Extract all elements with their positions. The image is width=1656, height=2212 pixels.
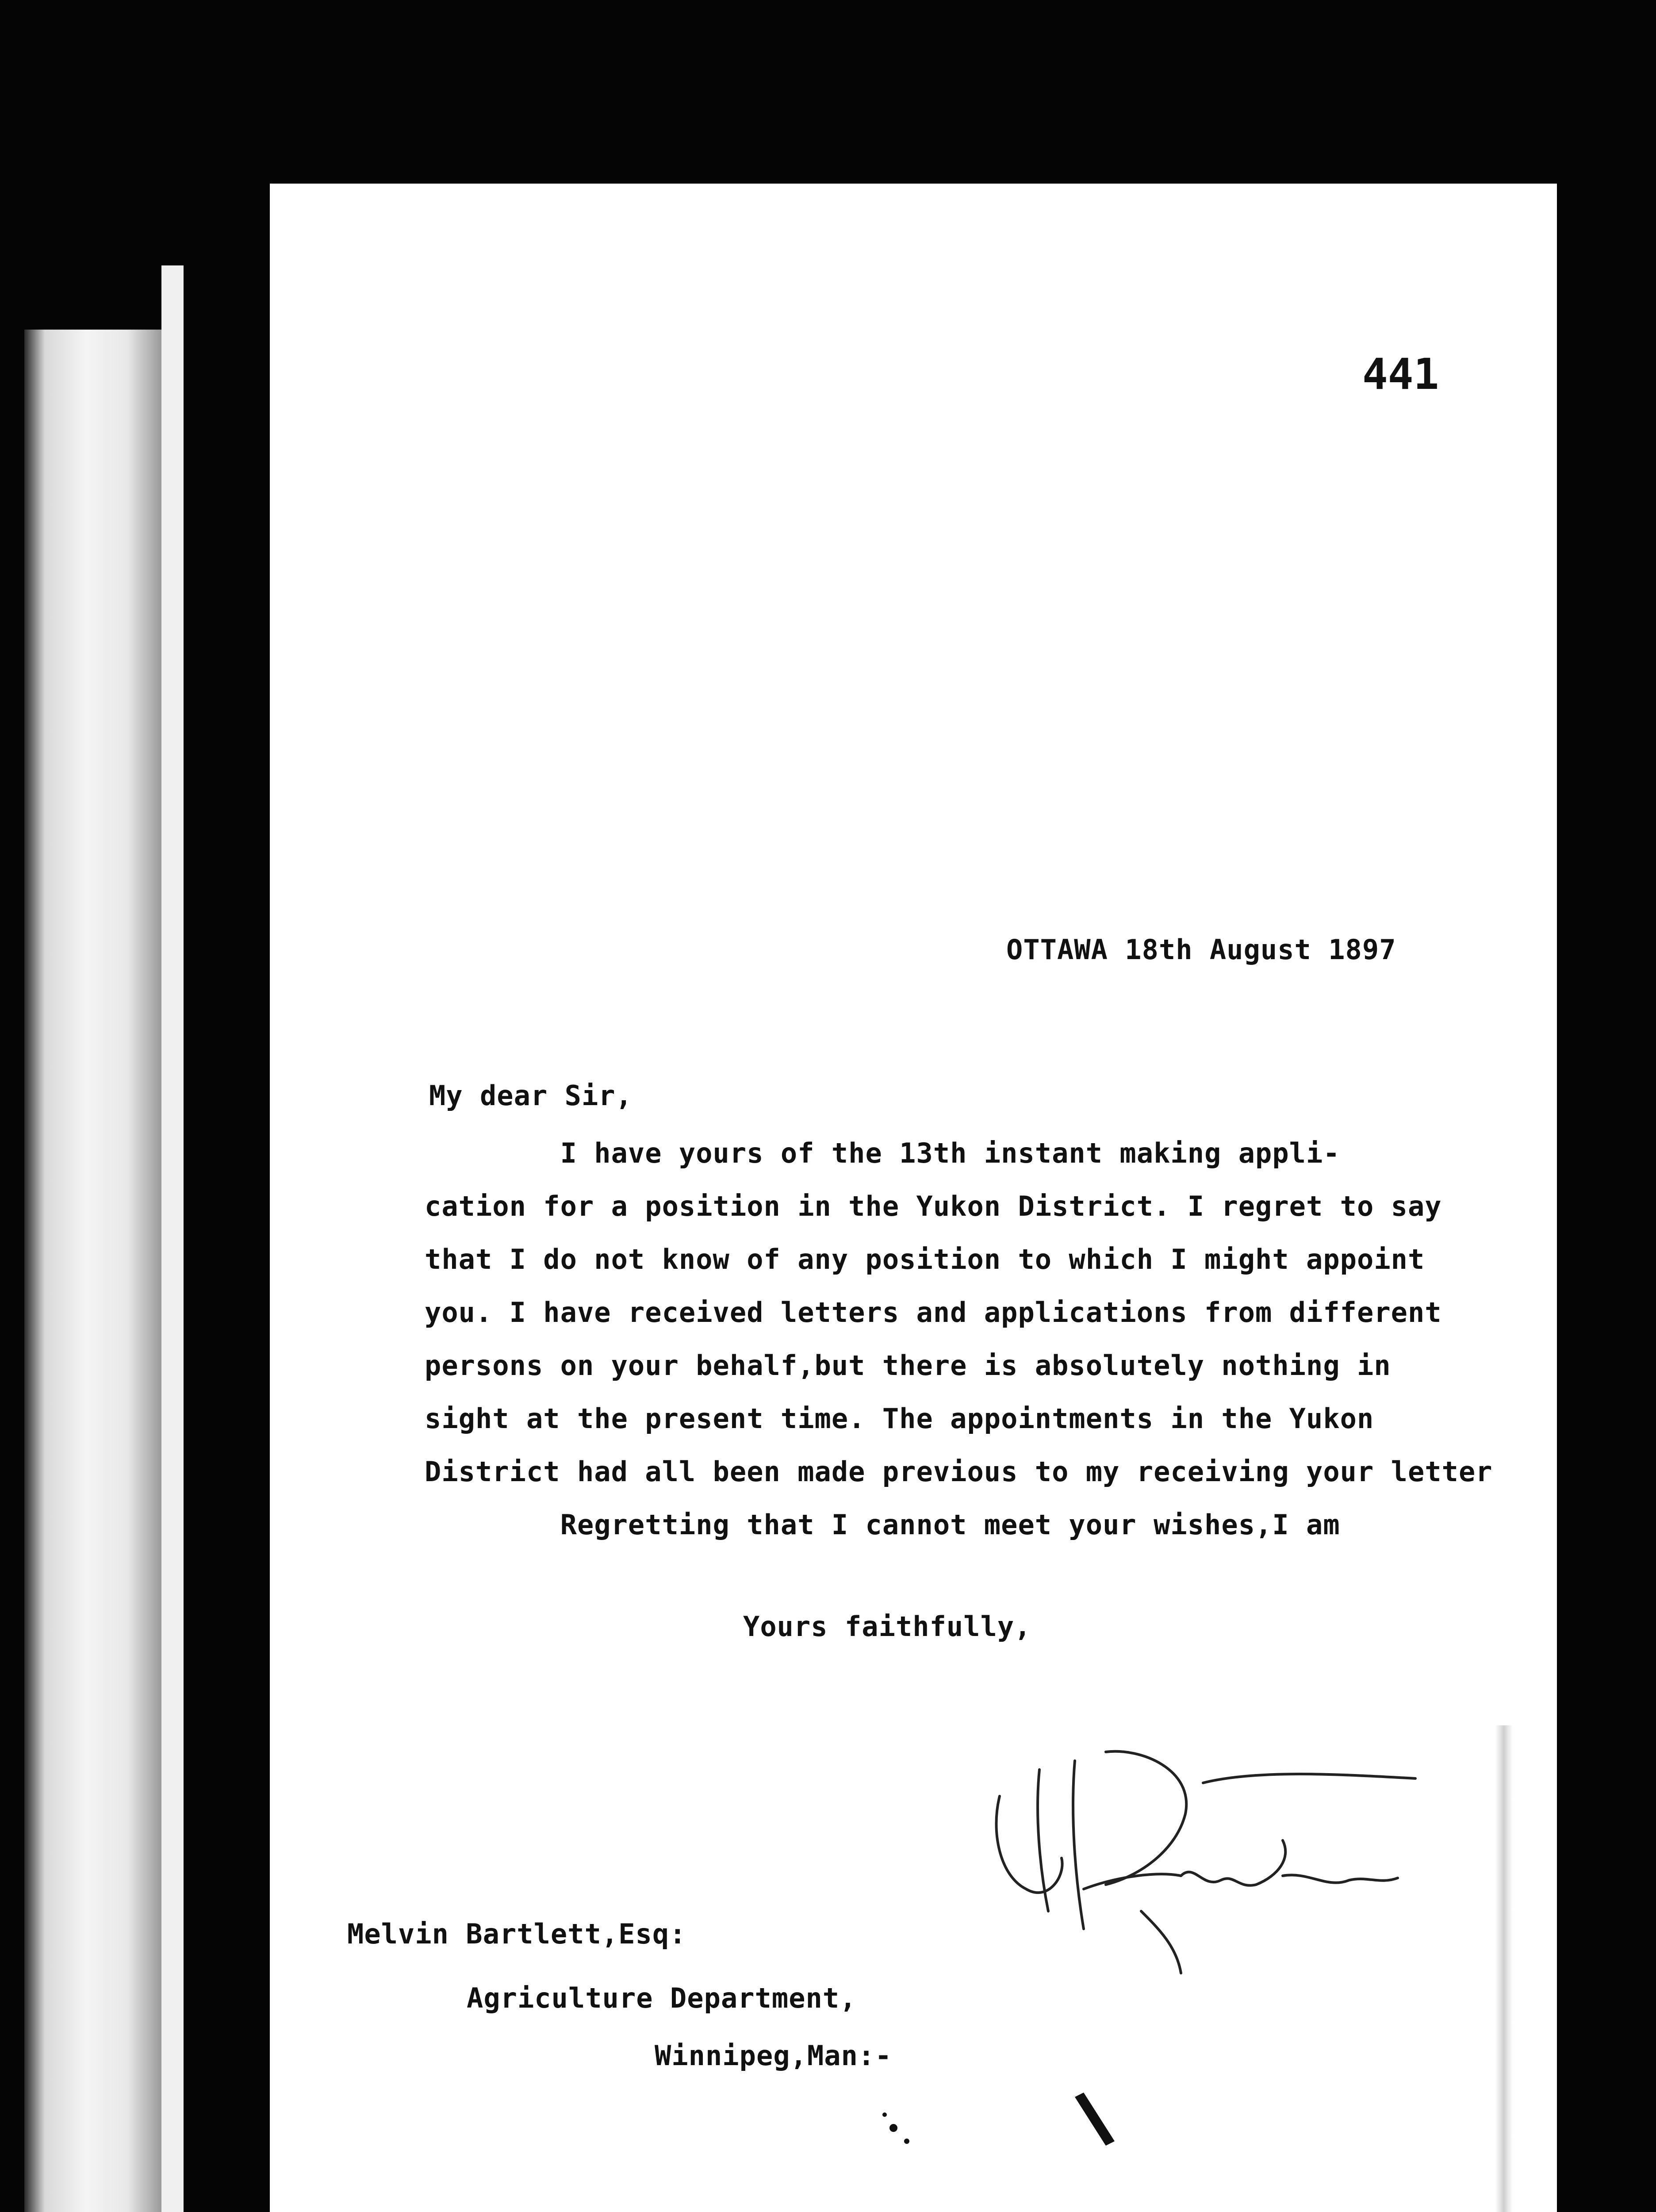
handwritten-signature xyxy=(973,1743,1438,1991)
letter-body-line: sight at the present time. The appointments in the Yukon xyxy=(425,1402,1374,1435)
addressee-name: Melvin Bartlett,Esq: xyxy=(347,1918,686,1950)
letter-body-line: District had all been made previous to my receiving your letter xyxy=(425,1455,1493,1488)
letter-body-line: I have yours of the 13th instant making appli- xyxy=(425,1137,1340,1169)
binding-edge xyxy=(161,265,184,2212)
letter-body-line: Regretting that I cannot meet your wishes,I am xyxy=(425,1509,1340,1541)
letter-body-line: that I do not know of any position to which I might appoint xyxy=(425,1243,1425,1275)
letter-body-line: you. I have received letters and applications from different xyxy=(425,1296,1442,1329)
letter-body-line: persons on your behalf,but there is absolutely nothing in xyxy=(425,1349,1391,1382)
page-fold-shadow xyxy=(1495,1725,1513,2212)
letter-closing: Yours faithfully, xyxy=(743,1610,1031,1643)
addressee-department: Agriculture Department, xyxy=(467,1982,857,2014)
letter-body-line: cation for a position in the Yukon District. I regret to say xyxy=(425,1190,1442,1222)
letter-date: OTTAWA 18th August 1897 xyxy=(1006,933,1396,966)
addressee-city: Winnipeg,Man:- xyxy=(655,2039,892,2072)
letter-salutation: My dear Sir, xyxy=(429,1079,632,1112)
binding-strip xyxy=(24,330,161,2212)
page-number: 441 xyxy=(1362,349,1439,399)
ink-marks xyxy=(876,2079,1150,2177)
